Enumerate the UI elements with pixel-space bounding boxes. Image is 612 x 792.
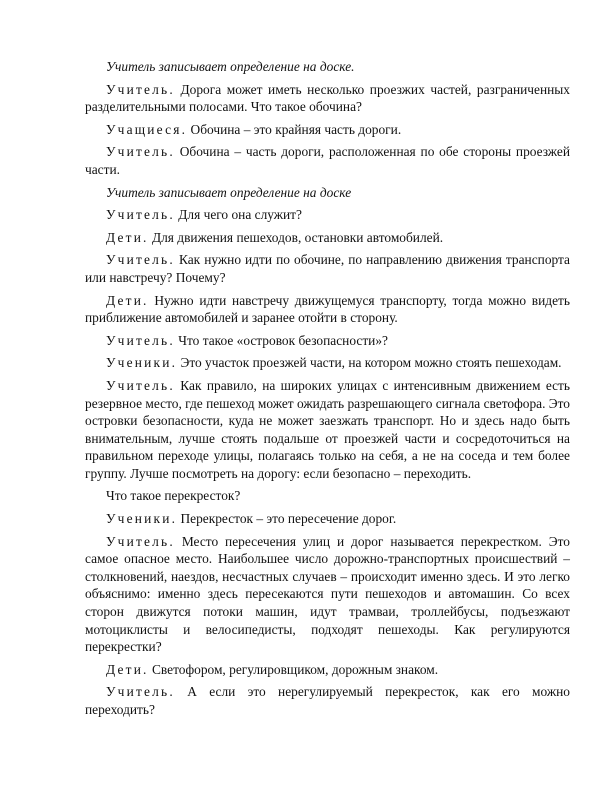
dialogue-line <box>85 121 570 139</box>
question-line <box>85 487 570 505</box>
paragraph-text: Место пересечения улиц и дорог называется перекрестком. Это самое опасное место. Наибольшее число дорожно-транспортных происшествий – столкновений, наездов, несчастных случаев – происходит именно здесь. И это легко объяснимо: именно здесь пересекаются пути пешеходов и автомашин. Со всех сторон движутся потоки машин, идут трамваи, троллейбусы, подъезжают мотоциклисты и велосипедисты, подходят пешеходы. Как регулируются перекрестки? <box>85 533 570 655</box>
dialogue-line <box>85 206 570 224</box>
dialogue-line <box>85 510 570 528</box>
paragraph-text: Учитель записывает определение на доске <box>106 184 352 200</box>
paragraph-text: Нужно идти навстречу движущемуся транспорту, тогда можно видеть приближение автомобилей и заранее отойти в сторону. <box>85 292 570 326</box>
paragraph-text: Дорога может иметь несколько проезжих частей, разграниченных разделительными полосами. Что такое обочина? <box>85 81 570 115</box>
document-page <box>85 58 570 724</box>
stage-direction <box>85 184 570 202</box>
dialogue-line <box>85 683 570 718</box>
speaker-name: Учитель. <box>106 533 175 549</box>
paragraph-text: Что такое «островок безопасности»? <box>174 332 388 348</box>
speaker-name: Учитель. <box>106 684 175 700</box>
dialogue-line <box>85 81 570 116</box>
dialogue-line <box>85 332 570 350</box>
paragraph-text: Как нужно идти по обочине, по направлению движения транспорта или навстречу? Почему? <box>85 252 570 285</box>
speaker-name: Учитель. <box>106 81 175 97</box>
dialogue-line <box>85 229 570 247</box>
speaker-name: Учитель. <box>106 207 175 223</box>
speaker-name: Дети. <box>106 292 149 308</box>
speaker-name: Ученики. <box>106 355 178 371</box>
speaker-name: Учитель. <box>106 252 175 268</box>
paragraph-text: Что такое перекресток? <box>106 488 241 504</box>
dialogue-line <box>85 143 570 178</box>
speaker-name: Дети. <box>106 661 149 677</box>
dialogue-line <box>85 661 570 679</box>
paragraph-text: Светофором, регулировщиком, дорожным знаком. <box>148 661 439 677</box>
dialogue-line <box>85 377 570 483</box>
stage-direction <box>85 58 570 76</box>
speaker-name: Учитель. <box>106 332 175 348</box>
paragraph-text: Как правило, на широких улицах с интенсивным движением есть резервное место, где пешеход может ожидать разрешающего сигнала светофора. Это островки безопасности, куда не может заезжать транспорт. Но и здесь надо быть внимательным, лучше стоять подальше от проезжей части и сосредоточиться на правильном переходе улицы, полагаясь только на себя, а не на соседа и тем более группу. Лучше посмотреть на дорогу: если безопасно – переходить. <box>85 377 570 481</box>
speaker-name: Ученики. <box>106 511 178 527</box>
paragraph-text: Для движения пешеходов, остановки автомобилей. <box>148 229 444 245</box>
dialogue-line <box>85 533 570 656</box>
paragraph-text: Перекресток – это пересечение дорог. <box>177 511 397 527</box>
paragraph-text: Это участок проезжей части, на котором можно стоять пешеходам. <box>177 355 562 371</box>
dialogue-line <box>85 354 570 372</box>
speaker-name: Дети. <box>106 229 149 245</box>
dialogue-line <box>85 292 570 327</box>
paragraph-text: Обочина – часть дороги, расположенная по обе стороны проезжей части. <box>85 144 570 177</box>
dialogue-line <box>85 251 570 286</box>
speaker-name: Учитель. <box>106 377 175 393</box>
paragraph-text: А если это нерегулируемый перекресток, как его можно переходить? <box>85 684 570 717</box>
speaker-name: Учащиеся. <box>106 121 188 137</box>
paragraph-text: Учитель записывает определение на доске. <box>106 59 355 74</box>
speaker-name: Учитель. <box>106 144 175 160</box>
paragraph-text: Обочина – это крайняя часть дороги. <box>187 121 402 137</box>
paragraph-text: Для чего она служит? <box>174 207 302 223</box>
